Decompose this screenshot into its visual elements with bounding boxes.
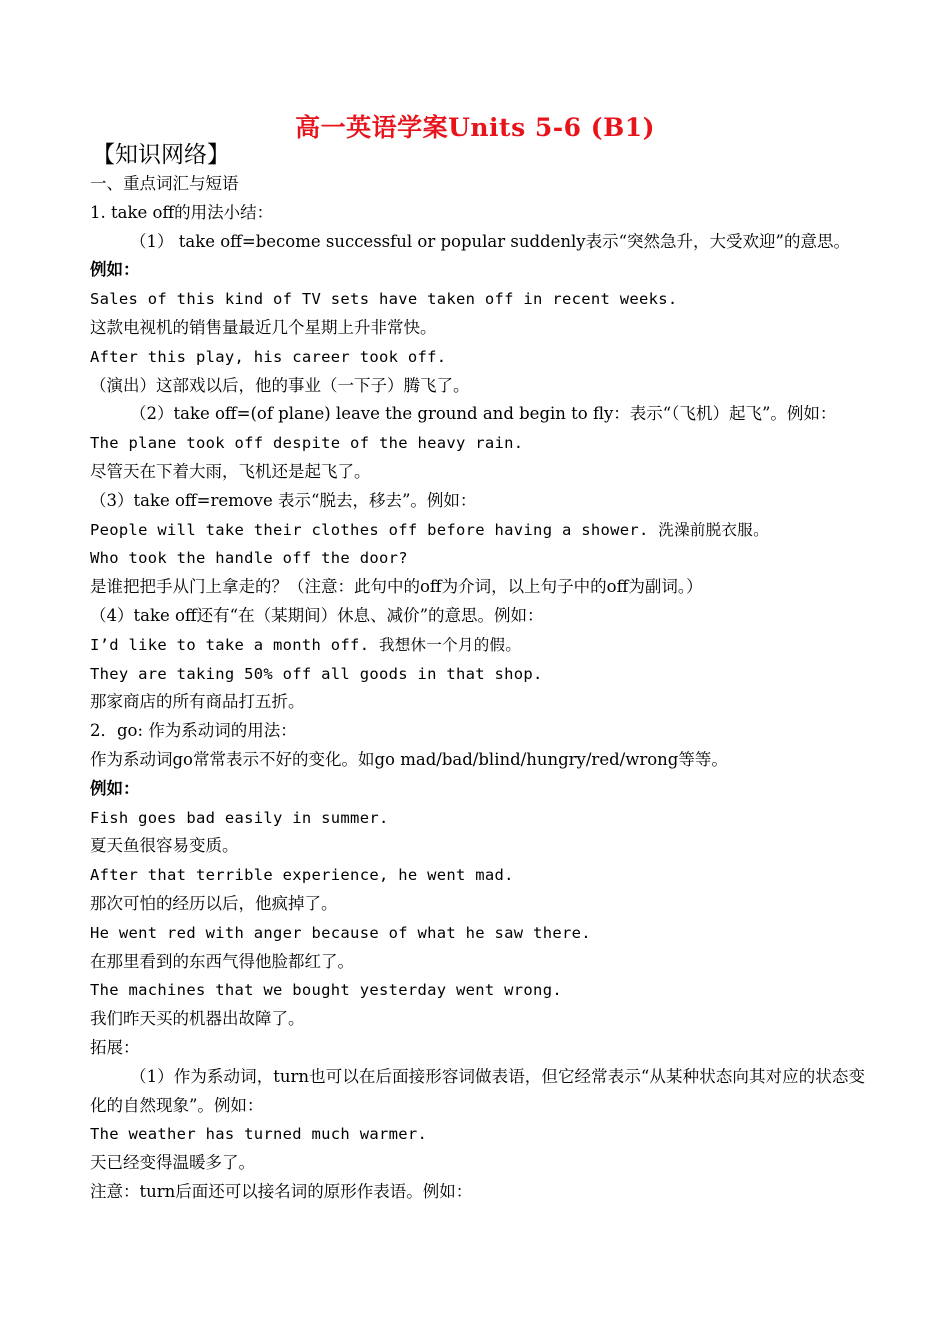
paragraph: （2）take off=(of plane) leave the ground and begin to fly：表示“（飞机）起飞”。例如： (130, 404, 837, 424)
paragraph: （4）take off还有“在（某期间）休息、减价”的意思。例如： (90, 605, 544, 625)
example-translation: 是谁把把手从门上拿走的？（注意：此句中的off为介词，以上句子中的off为副词。） (90, 577, 703, 597)
example-translation: （演出）这部戏以后，他的事业（一下子）腾飞了。 (90, 375, 470, 395)
example-translation: 那次可怕的经历以后，他疯掉了。 (90, 893, 338, 913)
example-label: 例如： (90, 778, 140, 798)
example-sentence: He went red with anger because of what he saw there. (90, 923, 591, 942)
example-translation: 那家商店的所有商品打五折。 (90, 692, 305, 712)
page-title: 高一英语学案Units 5-6 (B1) (295, 113, 655, 142)
item-heading: 1. take off的用法小结： (90, 202, 274, 222)
example-sentence: People will take their clothes off before having a shower. 洗澡前脱衣服。 (90, 520, 769, 539)
example-sentence: After this play, his career took off. (90, 347, 447, 366)
example-sentence: The weather has turned much warmer. (90, 1125, 428, 1144)
section-heading: 【知识网络】 (92, 142, 230, 168)
example-translation: 夏天鱼很容易变质。 (90, 836, 239, 856)
paragraph: 作为系动词go常常表示不好的变化。如go mad/bad/blind/hungry/red/wrong等等。 (90, 749, 728, 769)
extension-label: 拓展： (90, 1037, 140, 1057)
example-translation: 天已经变得温暖多了。 (90, 1153, 255, 1173)
paragraph: （3）take off=remove 表示“脱去，移去”。例如： (90, 490, 477, 510)
example-label: 例如： (90, 260, 140, 280)
example-sentence: After that terrible experience, he went mad. (90, 866, 514, 885)
paragraph: （1）作为系动词，turn也可以在后面接形容词做表语，但它经常表示“从某种状态向其对应的状态变化的自然现象”。例如： (90, 1066, 865, 1115)
document-body (90, 170, 865, 1207)
example-translation: 我们昨天买的机器出故障了。 (90, 1009, 305, 1029)
example-translation: 这款电视机的销售量最近几个星期上升非常快。 (90, 317, 437, 337)
example-translation: 在那里看到的东西气得他脸都红了。 (90, 951, 354, 971)
example-sentence: Who took the handle off the door? (90, 549, 408, 568)
example-sentence: The plane took off despite of the heavy rain. (90, 434, 524, 453)
subsection-heading: 一、重点词汇与短语 (90, 174, 239, 193)
note-line: 注意：turn后面还可以接名词的原形作表语。例如： (90, 1181, 473, 1201)
example-sentence: The machines that we bought yesterday went wrong. (90, 981, 562, 1000)
example-sentence: They are taking 50% off all goods in that shop. (90, 664, 543, 683)
paragraph: （1） take off=become successful or popular suddenly表示“突然急升，大受欢迎”的意思。 (130, 231, 850, 251)
example-sentence: Sales of this kind of TV sets have taken off in recent weeks. (90, 290, 678, 309)
example-sentence: I’d like to take a month off. 我想休一个月的假。 (90, 635, 522, 654)
example-translation: 尽管天在下着大雨，飞机还是起飞了。 (90, 461, 371, 481)
example-sentence: Fish goes bad easily in summer. (90, 808, 389, 827)
item-heading: 2．go: 作为系动词的用法： (90, 721, 297, 741)
